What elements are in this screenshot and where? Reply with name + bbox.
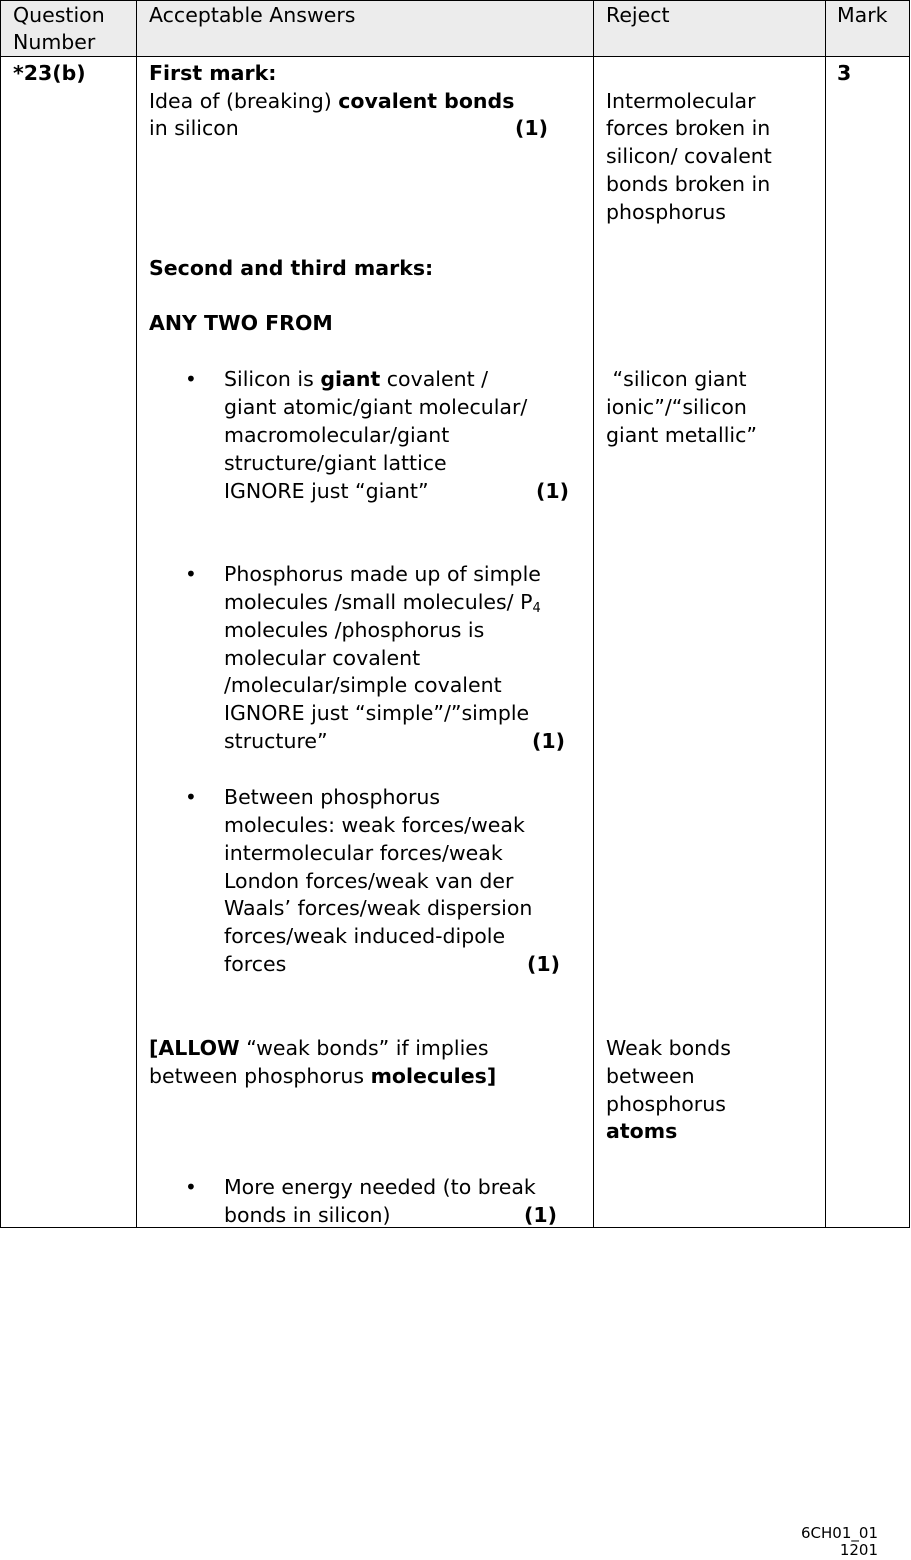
second-third-heading: Second and third marks:: [149, 256, 434, 280]
bullet3-line: Between phosphorus: [224, 785, 441, 809]
bullet1-score: (1): [536, 479, 570, 503]
bullet1-text-post: covalent /: [380, 367, 489, 391]
first-mark-line1: [149, 88, 514, 116]
bullet3-line: molecules: weak forces/weak: [224, 813, 525, 837]
total-mark: 3: [837, 61, 852, 85]
allow-text2: between phosphorus: [149, 1064, 371, 1088]
bullet-icon: •: [185, 1175, 197, 1199]
reject-3-bold: atoms: [606, 1119, 678, 1143]
footer-code: 6CH01_01: [801, 1524, 878, 1542]
bullet2-line2: [224, 589, 541, 617]
reject-1-line: forces broken in: [606, 116, 771, 140]
reject-2-line: “silicon giant: [606, 367, 747, 391]
first-mark-text: Idea of (breaking): [149, 89, 339, 113]
bullet1-line: IGNORE just “giant”: [224, 479, 429, 503]
col-divider-2: [593, 0, 594, 1228]
bullet2-line: IGNORE just “simple”/”simple: [224, 701, 530, 725]
bullet2-line: /molecular/simple covalent: [224, 673, 502, 697]
reject-2-line: ionic”/“silicon: [606, 395, 747, 419]
reject-3-line: between: [606, 1064, 695, 1088]
header-question-number-1: Question: [13, 3, 105, 27]
bullet3-line: London forces/weak van der: [224, 869, 514, 893]
reject-1-line: silicon/ covalent: [606, 144, 772, 168]
bullet2-text: molecules /small molecules/ P: [224, 590, 533, 614]
bullet2-score: (1): [532, 729, 566, 753]
bullet3-line: Waals’ forces/weak dispersion: [224, 896, 533, 920]
header-question-number-2: Number: [13, 30, 96, 54]
allow-bold: [ALLOW: [149, 1036, 240, 1060]
col-divider-3: [825, 0, 826, 1228]
col-divider-1: [136, 0, 137, 1228]
bullet2-line: structure”: [224, 729, 328, 753]
col-border-left: [0, 0, 1, 1228]
bullet-icon: •: [185, 562, 197, 586]
allow-line2: [149, 1063, 496, 1091]
bullet1-line: structure/giant lattice: [224, 451, 447, 475]
footer-number: 1201: [839, 1541, 878, 1559]
first-mark-heading: First mark:: [149, 61, 277, 85]
first-mark-line2: in silicon: [149, 116, 239, 140]
bullet2-line1: Phosphorus made up of simple: [224, 562, 541, 586]
bullet3-line: forces/weak induced-dipole: [224, 924, 506, 948]
allow-line1: [149, 1035, 489, 1063]
question-number: *23(b): [13, 61, 86, 85]
bullet3-score: (1): [527, 952, 561, 976]
bullet3-line: intermolecular forces/weak: [224, 841, 503, 865]
header-row-background: [1, 1, 909, 56]
header-mark: Mark: [837, 3, 888, 27]
header-acceptable-answers: Acceptable Answers: [149, 3, 356, 27]
bullet3-line: forces: [224, 952, 287, 976]
bullet-icon: •: [185, 367, 197, 391]
bullet4-line: bonds in silicon): [224, 1203, 391, 1227]
bullet2-line: molecules /phosphorus is: [224, 618, 485, 642]
reject-1-line: bonds broken in: [606, 172, 771, 196]
bullet4-score: (1): [524, 1203, 558, 1227]
first-mark-bold: covalent bonds: [338, 89, 515, 113]
reject-1-line: Intermolecular: [606, 89, 756, 113]
allow-bold2: molecules]: [370, 1064, 497, 1088]
bullet1-bold: giant: [320, 367, 381, 391]
any-two-from: ANY TWO FROM: [149, 311, 333, 335]
bullet1-line: giant atomic/giant molecular/: [224, 395, 528, 419]
col-border-right: [909, 0, 910, 1228]
reject-2-line: giant metallic”: [606, 423, 757, 447]
reject-1-line: phosphorus: [606, 200, 726, 224]
allow-text: “weak bonds” if implies: [239, 1036, 489, 1060]
first-mark-score: (1): [515, 116, 549, 140]
bullet4-line: More energy needed (to break: [224, 1175, 536, 1199]
bullet1-line: macromolecular/giant: [224, 423, 450, 447]
header-reject: Reject: [606, 3, 670, 27]
bullet1-line1: [224, 366, 488, 394]
reject-3-line: phosphorus: [606, 1092, 726, 1116]
bullet-icon: •: [185, 785, 197, 809]
bullet2-subscript: 4: [532, 601, 541, 616]
reject-3-line: Weak bonds: [606, 1036, 731, 1060]
bullet2-line: molecular covalent: [224, 646, 421, 670]
bullet1-text: Silicon is: [224, 367, 321, 391]
